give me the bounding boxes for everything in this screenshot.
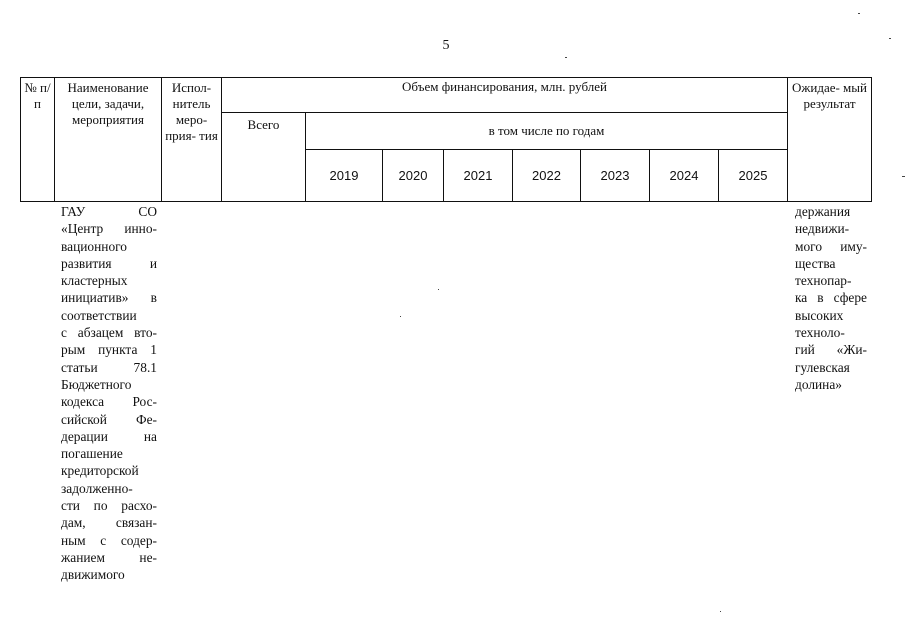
row-result-line: щества: [795, 255, 836, 271]
year-2020-text: 2020: [398, 167, 428, 183]
year-2025-text: 2025: [738, 167, 768, 183]
row-name-line: «Центр инно-: [61, 221, 157, 237]
row-name-line: статьи 78.1: [61, 359, 157, 375]
row-name-line: жанием не-: [61, 549, 157, 565]
row-name-line: развития и: [61, 255, 157, 271]
header-total: [222, 113, 306, 202]
row-name-line: дам, связан-: [61, 515, 157, 531]
scan-speck: [720, 611, 721, 612]
row-result-line: мого иму-: [795, 238, 867, 254]
row-result-line: техноло-: [795, 325, 845, 341]
header-executor: [162, 78, 222, 202]
scan-speck: [889, 38, 891, 39]
row-name-text: [61, 203, 157, 584]
scan-speck: [858, 13, 860, 14]
header-name-text: Наименование цели, задачи, мероприятия: [67, 80, 149, 127]
row-name-line: Бюджетного: [61, 376, 132, 392]
header-name: [55, 78, 162, 202]
row-name-line: погашение: [61, 446, 123, 462]
row-name-line: вационного: [61, 238, 127, 254]
year-2024-text: 2024: [669, 167, 699, 183]
row-name-line: кластерных: [61, 273, 128, 289]
header-by-years-text: в том числе по годам: [488, 123, 605, 138]
row-name-line: задолженно-: [61, 480, 133, 496]
year-2023: [581, 150, 650, 202]
scan-speck: [400, 316, 401, 317]
row-name-line: рым пункта 1: [61, 342, 157, 358]
year-2020: [383, 150, 444, 202]
year-2025: [719, 150, 788, 202]
year-2021-text: 2021: [463, 167, 493, 183]
row-name-line: инициатив» в: [61, 290, 157, 306]
page-number: 5: [442, 38, 450, 53]
year-2019-text: 2019: [329, 167, 359, 183]
header-num: [21, 78, 55, 202]
row-name-line: с абзацем вто-: [61, 325, 157, 341]
row-name-line: движимого: [61, 567, 125, 583]
header-total-text: Всего: [247, 117, 280, 132]
row-name-line: сти по расхо-: [61, 498, 157, 514]
year-2021: [444, 150, 513, 202]
row-name-line: кредиторской: [61, 463, 139, 479]
row-name-line: сийской Фе-: [61, 411, 157, 427]
row-name-line: кодекса Рос-: [61, 394, 157, 410]
year-2022-text: 2022: [532, 167, 561, 183]
year-2022: [513, 150, 581, 202]
financing-table: [20, 77, 872, 202]
header-funding: [222, 78, 788, 113]
row-name-line: дерации на: [61, 428, 157, 444]
year-2019: [306, 150, 383, 202]
header-by-years: [306, 113, 788, 150]
header-num-text: № п/п: [24, 80, 51, 111]
row-result-line: гулевская: [795, 359, 850, 375]
header-result: [788, 78, 872, 202]
header-funding-text: Объем финансирования, млн. рублей: [402, 79, 607, 94]
row-result-line: технопар-: [795, 273, 852, 289]
row-name-line: соответствии: [61, 307, 137, 323]
row-name-line: ГАУ СО: [61, 204, 157, 219]
row-name-line: ным с содер-: [61, 532, 157, 548]
row-result-line: высоких: [795, 307, 844, 323]
year-2023-text: 2023: [600, 167, 630, 183]
row-result-line: ка в сфере: [795, 290, 867, 306]
row-result-line: гий «Жи-: [795, 342, 867, 358]
year-2024: [650, 150, 719, 202]
row-result-line: недвижи-: [795, 221, 850, 237]
row-result-line: долина»: [795, 376, 842, 392]
scan-speck: [438, 289, 439, 290]
row-result-line: держания: [795, 204, 851, 219]
header-result-text: Ожидае- мый результат: [792, 80, 867, 111]
header-executor-text: Испол- нитель меро- прия- тия: [165, 80, 218, 143]
row-result-text: [795, 203, 867, 393]
scan-speck: [565, 57, 567, 58]
